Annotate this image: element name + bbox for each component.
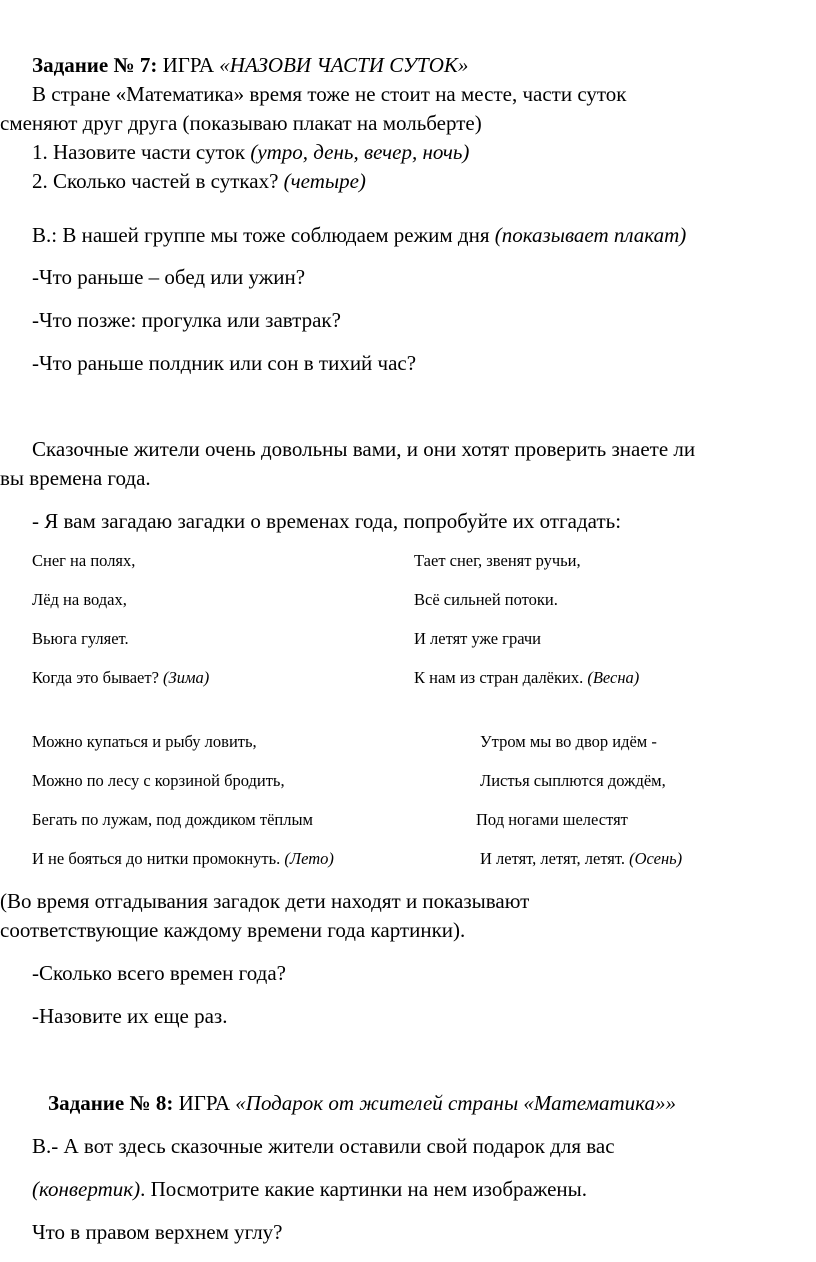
- riddle-spring-answer: (Весна): [587, 668, 640, 687]
- task7-teacher-note: (показывает плакат): [494, 223, 687, 247]
- riddle-summer-line: Можно по лесу с корзиной бродить,: [32, 771, 285, 790]
- task7-intro-line1: В стране «Математика» время тоже не стоит на месте, части суток: [32, 82, 627, 106]
- task8-line3: Что в правом верхнем углу?: [32, 1220, 283, 1244]
- riddle-summer-line: И не бояться до нитки промокнуть.: [32, 849, 285, 868]
- riddle-winter-answer: (Зима): [163, 668, 210, 687]
- riddle-summer-answer: (Лето): [284, 849, 334, 868]
- task7-heading-game: ИГРА: [157, 53, 220, 77]
- task8-heading: [48, 1090, 676, 1116]
- task8-heading-title: «Подарок от жителей страны «Математика»»: [235, 1091, 676, 1115]
- riddle-autumn-line: Утром мы во двор идём -: [480, 732, 657, 751]
- task7-teacher-text: В.: В нашей группе мы тоже соблюдаем режим дня: [32, 223, 495, 247]
- seasons-note-line1: (Во время отгадывания загадок дети находят и показывают: [0, 889, 530, 913]
- task7-question-2: [32, 168, 366, 194]
- task8-line2-text: . Посмотрите какие картинки на нем изображены.: [140, 1177, 587, 1201]
- riddle-winter-line: Когда это бывает?: [32, 668, 164, 687]
- task8-heading-label: Задание № 8:: [48, 1091, 174, 1115]
- task8-heading-game: ИГРА: [173, 1091, 236, 1115]
- riddle-spring-last-line: [414, 667, 639, 689]
- riddle-spring-line: Тает снег, звенят ручьи,: [414, 551, 581, 570]
- task7-question-a: -Что раньше – обед или ужин?: [32, 265, 306, 289]
- riddle-winter-last-line: [32, 667, 209, 689]
- task7-intro-line2: сменяют друг друга (показываю плакат на мольберте): [0, 111, 482, 135]
- task8-envelope-note: (конвертик): [32, 1177, 141, 1201]
- riddle-winter-line: Снег на полях,: [32, 551, 136, 570]
- riddle-spring-line: Всё сильней потоки.: [414, 590, 558, 609]
- task7-question-2-text: 2. Сколько частей в сутках?: [32, 169, 284, 193]
- task7-heading-label: Задание № 7:: [32, 53, 158, 77]
- task8-line2: [32, 1176, 587, 1202]
- riddle-autumn-answer: (Осень): [629, 849, 683, 868]
- riddle-summer-last-line: [32, 848, 334, 870]
- task7-heading: [32, 52, 468, 78]
- riddle-spring-line: И летят уже грачи: [414, 629, 541, 648]
- seasons-intro-line1: Сказочные жители очень довольны вами, и они хотят проверить знаете ли: [32, 437, 696, 461]
- task7-question-1-answer: (утро, день, вечер, ночь): [250, 140, 470, 164]
- riddle-autumn-line: И летят, летят, летят.: [480, 849, 630, 868]
- riddle-spring-line: К нам из стран далёких.: [414, 668, 588, 687]
- seasons-riddles-intro: - Я вам загадаю загадки о временах года, попробуйте их отгадать:: [32, 509, 622, 533]
- seasons-intro-line2: вы времена года.: [0, 466, 151, 490]
- riddle-autumn-last-line: [480, 848, 682, 870]
- seasons-question-a: -Сколько всего времен года?: [32, 961, 286, 985]
- riddle-autumn-line: Листья сыплются дождём,: [480, 771, 666, 790]
- task7-question-1: [32, 139, 469, 165]
- task7-question-1-text: 1. Назовите части суток: [32, 140, 251, 164]
- riddle-autumn-line: Под ногами шелестят: [476, 810, 628, 829]
- seasons-question-b: -Назовите их еще раз.: [32, 1004, 228, 1028]
- task7-question-c: -Что раньше полдник или сон в тихий час?: [32, 351, 417, 375]
- riddle-winter-line: Вьюга гуляет.: [32, 629, 129, 648]
- task7-teacher-line: [32, 222, 686, 248]
- seasons-note-line2: соответствующие каждому времени года картинки).: [0, 918, 466, 942]
- riddle-summer-line: Бегать по лужам, под дождиком тёплым: [32, 810, 313, 829]
- riddle-winter-line: Лёд на водах,: [32, 590, 127, 609]
- task7-question-b: -Что позже: прогулка или завтрак?: [32, 308, 341, 332]
- task7-question-2-answer: (четыре): [283, 169, 366, 193]
- task7-heading-title: «НАЗОВИ ЧАСТИ СУТОК»: [219, 53, 469, 77]
- task8-line1: В.- А вот здесь сказочные жители оставили свой подарок для вас: [32, 1134, 615, 1158]
- riddle-summer-line: Можно купаться и рыбу ловить,: [32, 732, 257, 751]
